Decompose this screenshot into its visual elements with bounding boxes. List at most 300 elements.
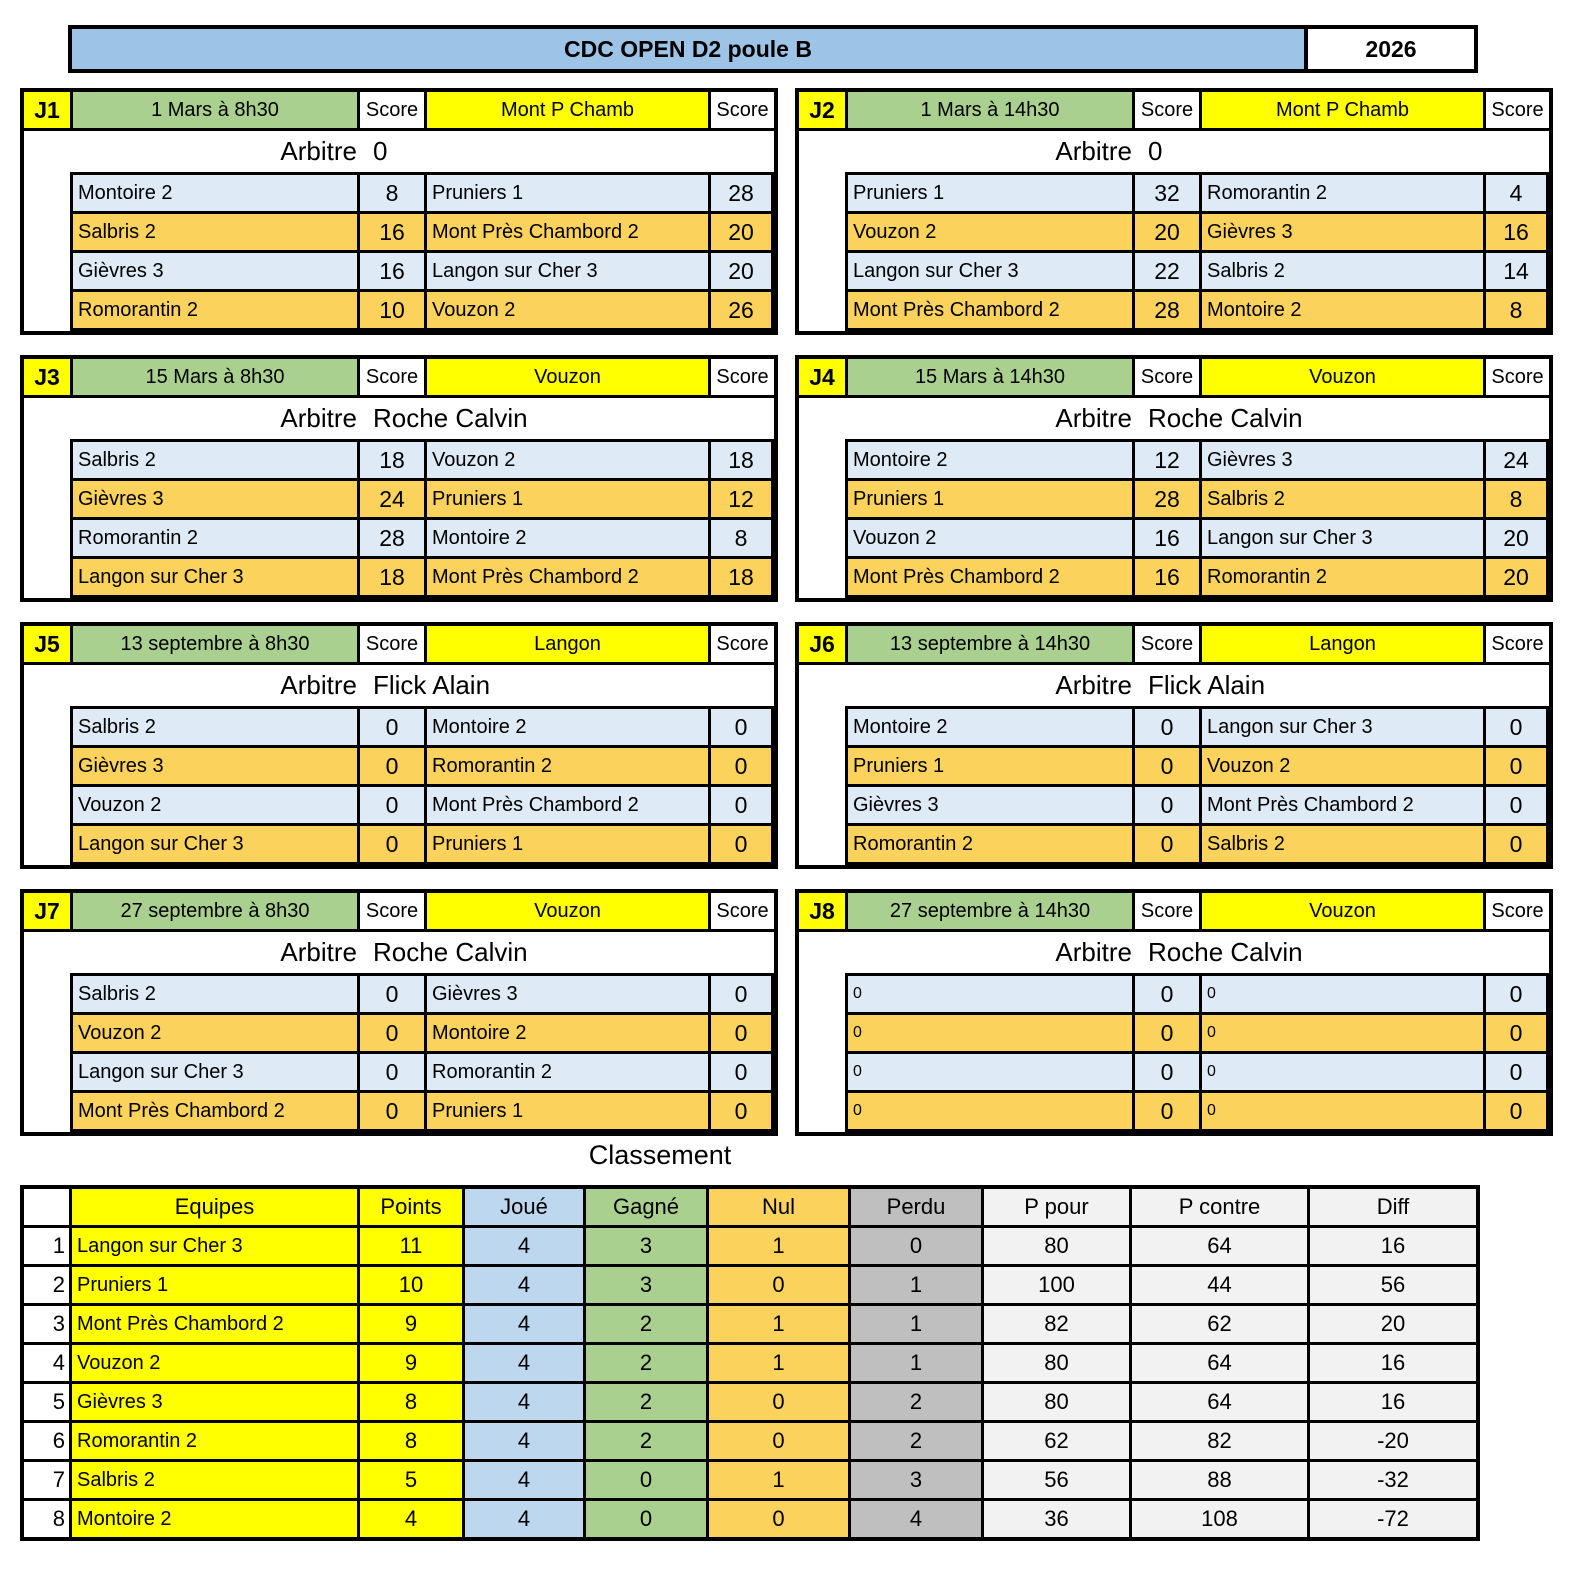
arbitre-label: Arbitre: [280, 403, 357, 433]
team-cell[interactable]: Salbris 2: [73, 442, 357, 478]
score-header: Score: [1135, 359, 1199, 395]
score-cell[interactable]: 14: [1486, 253, 1546, 289]
score-header: Score: [1486, 893, 1549, 929]
score-cell[interactable]: 28: [1135, 481, 1199, 517]
matchday-label: J3: [24, 359, 70, 395]
score-cell[interactable]: 0: [360, 1054, 424, 1090]
team-cell[interactable]: 0: [848, 1054, 1132, 1090]
arbitre-row: [799, 398, 1549, 439]
venue-cell[interactable]: Vouzon: [1202, 359, 1483, 395]
p-pour-cell: 80: [984, 1228, 1129, 1264]
venue-cell[interactable]: Langon: [1202, 626, 1483, 662]
matchday-header: [24, 626, 774, 662]
team-cell[interactable]: Pruniers 1: [427, 481, 708, 517]
score-cell[interactable]: 18: [360, 559, 424, 595]
rank-cell: 7: [24, 1462, 69, 1498]
matchday-header: [24, 893, 774, 929]
team-cell[interactable]: Montoire 2: [1202, 292, 1483, 328]
team-cell[interactable]: Vouzon 2: [73, 787, 357, 823]
matchday-datetime[interactable]: 1 Mars à 8h30: [73, 92, 357, 128]
team-cell[interactable]: Pruniers 1: [848, 748, 1132, 784]
score-cell[interactable]: 0: [1486, 826, 1546, 862]
p-pour-cell: 100: [984, 1267, 1129, 1303]
matchday-block-j7: [20, 889, 778, 1136]
diff-cell: 16: [1310, 1228, 1476, 1264]
joue-cell: 4: [465, 1423, 583, 1459]
score-cell[interactable]: 0: [711, 976, 771, 1012]
points-cell: 4: [360, 1501, 462, 1537]
score-cell[interactable]: 12: [711, 481, 771, 517]
team-cell[interactable]: 0: [1202, 976, 1483, 1012]
team-cell[interactable]: Langon sur Cher 3: [73, 826, 357, 862]
score-header: Score: [711, 92, 774, 128]
score-cell[interactable]: 0: [1486, 748, 1546, 784]
nul-cell: 1: [709, 1228, 848, 1264]
matchday-body: [24, 665, 774, 865]
points-cell: 5: [360, 1462, 462, 1498]
score-cell[interactable]: 0: [1135, 976, 1199, 1012]
points-cell: 9: [360, 1345, 462, 1381]
rank-cell: 1: [24, 1228, 69, 1264]
team-cell[interactable]: Mont Près Chambord 2: [73, 1093, 357, 1129]
perdu-cell: 1: [851, 1306, 981, 1342]
joue-cell: 4: [465, 1267, 583, 1303]
venue-cell[interactable]: Vouzon: [1202, 893, 1483, 929]
p-pour-cell: 82: [984, 1306, 1129, 1342]
arbitre-name[interactable]: Roche Calvin: [373, 403, 528, 433]
matchday-header: [799, 626, 1549, 662]
score-cell[interactable]: 0: [360, 787, 424, 823]
score-cell[interactable]: 0: [360, 976, 424, 1012]
diff-cell: 16: [1310, 1345, 1476, 1381]
team-cell[interactable]: Gièvres 3: [73, 748, 357, 784]
matchday-label: J4: [799, 359, 845, 395]
team-cell[interactable]: Gièvres 3: [73, 481, 357, 517]
team-cell[interactable]: Langon sur Cher 3: [848, 253, 1132, 289]
arbitre-name[interactable]: 0: [1148, 136, 1163, 166]
matchday-body: [799, 665, 1549, 865]
score-header: Score: [360, 92, 424, 128]
team-cell[interactable]: Montoire 2: [427, 1015, 708, 1051]
p-contre-cell: 62: [1132, 1306, 1307, 1342]
matchday-body: [24, 932, 774, 1132]
score-header: Score: [711, 359, 774, 395]
score-cell[interactable]: 0: [1135, 787, 1199, 823]
matchday-block-j4: [795, 355, 1553, 602]
score-cell[interactable]: 18: [711, 559, 771, 595]
classement-table: [20, 1185, 1480, 1541]
arbitre-name[interactable]: 0: [373, 136, 388, 166]
score-cell[interactable]: 8: [711, 520, 771, 556]
diff-cell: -72: [1310, 1501, 1476, 1537]
team-cell[interactable]: Mont Près Chambord 2: [427, 214, 708, 250]
score-cell[interactable]: 8: [1486, 481, 1546, 517]
score-cell[interactable]: 20: [711, 253, 771, 289]
score-cell[interactable]: 0: [1135, 1054, 1199, 1090]
arbitre-name[interactable]: Flick Alain: [373, 670, 491, 700]
matchday-label: J7: [24, 893, 70, 929]
matchday-header: [799, 359, 1549, 395]
team-cell[interactable]: 0: [848, 976, 1132, 1012]
team-cell[interactable]: Romorantin 2: [73, 520, 357, 556]
matchday-body: [799, 932, 1549, 1132]
matchday-body: [799, 398, 1549, 598]
score-cell[interactable]: 0: [360, 748, 424, 784]
team-name-cell: Langon sur Cher 3: [72, 1228, 357, 1264]
year-cell[interactable]: 2026: [1308, 29, 1474, 69]
arbitre-label: Arbitre: [1055, 670, 1132, 700]
gagne-cell: 3: [586, 1267, 706, 1303]
score-cell[interactable]: 0: [1486, 1093, 1546, 1129]
team-cell[interactable]: Gièvres 3: [427, 976, 708, 1012]
team-cell[interactable]: Romorantin 2: [73, 292, 357, 328]
matchday-label: J8: [799, 893, 845, 929]
team-cell[interactable]: Montoire 2: [848, 442, 1132, 478]
matchday-body: [24, 131, 774, 331]
matches-table: [70, 973, 774, 1132]
p-pour-cell: 80: [984, 1345, 1129, 1381]
team-cell[interactable]: Vouzon 2: [1202, 748, 1483, 784]
venue-cell[interactable]: Vouzon: [427, 359, 708, 395]
matchday-header: [24, 92, 774, 128]
score-cell[interactable]: 0: [1486, 1015, 1546, 1051]
score-header: Score: [1486, 626, 1549, 662]
score-cell[interactable]: 28: [1135, 292, 1199, 328]
p-contre-cell: 88: [1132, 1462, 1307, 1498]
points-cell: 10: [360, 1267, 462, 1303]
matchday-body: [799, 131, 1549, 331]
team-cell[interactable]: Mont Près Chambord 2: [1202, 787, 1483, 823]
gagne-cell: 0: [586, 1501, 706, 1537]
score-cell[interactable]: 0: [711, 748, 771, 784]
score-cell[interactable]: 32: [1135, 175, 1199, 211]
team-cell[interactable]: 0: [1202, 1054, 1483, 1090]
score-cell[interactable]: 24: [360, 481, 424, 517]
team-cell[interactable]: Salbris 2: [73, 976, 357, 1012]
arbitre-label: Arbitre: [280, 136, 357, 166]
col-header-gagne: Gagné: [586, 1189, 706, 1225]
team-cell[interactable]: Gièvres 3: [1202, 214, 1483, 250]
perdu-cell: 3: [851, 1462, 981, 1498]
arbitre-row: [24, 131, 774, 172]
matchday-label: J5: [24, 626, 70, 662]
team-cell[interactable]: Montoire 2: [427, 709, 708, 745]
team-cell[interactable]: Romorantin 2: [427, 1054, 708, 1090]
nul-cell: 1: [709, 1462, 848, 1498]
score-cell[interactable]: 0: [1135, 748, 1199, 784]
team-name-cell: Gièvres 3: [72, 1384, 357, 1420]
team-cell[interactable]: Langon sur Cher 3: [427, 253, 708, 289]
joue-cell: 4: [465, 1306, 583, 1342]
nul-cell: 0: [709, 1423, 848, 1459]
arbitre-label: Arbitre: [1055, 403, 1132, 433]
team-cell[interactable]: 0: [848, 1093, 1132, 1129]
p-contre-cell: 108: [1132, 1501, 1307, 1537]
score-cell[interactable]: 0: [711, 787, 771, 823]
p-pour-cell: 62: [984, 1423, 1129, 1459]
points-cell: 9: [360, 1306, 462, 1342]
matchday-datetime[interactable]: 13 septembre à 8h30: [73, 626, 357, 662]
score-cell[interactable]: 16: [360, 253, 424, 289]
score-header: Score: [711, 626, 774, 662]
team-cell[interactable]: Pruniers 1: [848, 175, 1132, 211]
score-header: Score: [1486, 92, 1549, 128]
p-contre-cell: 64: [1132, 1228, 1307, 1264]
team-cell[interactable]: 0: [848, 1015, 1132, 1051]
matchday-label: J2: [799, 92, 845, 128]
gagne-cell: 3: [586, 1228, 706, 1264]
team-cell[interactable]: Romorantin 2: [1202, 559, 1483, 595]
score-cell[interactable]: 18: [711, 442, 771, 478]
score-cell[interactable]: 4: [1486, 175, 1546, 211]
team-cell[interactable]: Pruniers 1: [427, 175, 708, 211]
arbitre-name[interactable]: Flick Alain: [1148, 670, 1266, 700]
team-cell[interactable]: Salbris 2: [1202, 481, 1483, 517]
team-cell[interactable]: Mont Près Chambord 2: [427, 559, 708, 595]
score-cell[interactable]: 16: [1135, 559, 1199, 595]
score-header: Score: [1135, 92, 1199, 128]
team-cell[interactable]: Pruniers 1: [848, 481, 1132, 517]
diff-cell: 20: [1310, 1306, 1476, 1342]
score-header: Score: [1486, 359, 1549, 395]
matches-table: [70, 439, 774, 598]
score-cell[interactable]: 16: [1486, 214, 1546, 250]
rank-cell: 8: [24, 1501, 69, 1537]
matches-table: [70, 172, 774, 331]
diff-cell: 56: [1310, 1267, 1476, 1303]
arbitre-row: [24, 932, 774, 973]
p-contre-cell: 82: [1132, 1423, 1307, 1459]
matchday-datetime[interactable]: 15 Mars à 14h30: [848, 359, 1132, 395]
score-cell[interactable]: 0: [711, 1015, 771, 1051]
matches-table: [845, 172, 1549, 331]
nul-cell: 0: [709, 1384, 848, 1420]
rank-header: [24, 1189, 69, 1225]
team-cell[interactable]: Mont Près Chambord 2: [848, 292, 1132, 328]
arbitre-row: [24, 665, 774, 706]
team-cell[interactable]: Vouzon 2: [73, 1015, 357, 1051]
arbitre-row: [799, 932, 1549, 973]
team-cell[interactable]: Romorantin 2: [427, 748, 708, 784]
team-cell[interactable]: Vouzon 2: [427, 442, 708, 478]
score-header: Score: [1135, 893, 1199, 929]
col-header-equipes: Equipes: [72, 1189, 357, 1225]
points-cell: 8: [360, 1423, 462, 1459]
score-cell[interactable]: 8: [360, 175, 424, 211]
matchday-body: [24, 398, 774, 598]
venue-cell[interactable]: Mont P Chamb: [1202, 92, 1483, 128]
team-cell[interactable]: Romorantin 2: [1202, 175, 1483, 211]
score-cell[interactable]: 0: [1135, 1015, 1199, 1051]
score-cell[interactable]: 0: [360, 709, 424, 745]
gagne-cell: 2: [586, 1423, 706, 1459]
page-title: CDC OPEN D2 poule B: [72, 29, 1304, 69]
score-cell[interactable]: 0: [711, 1054, 771, 1090]
matchday-header: [799, 92, 1549, 128]
matches-table: [845, 706, 1549, 865]
rank-cell: 6: [24, 1423, 69, 1459]
score-cell[interactable]: 18: [360, 442, 424, 478]
col-header-p-pour: P pour: [984, 1189, 1129, 1225]
p-pour-cell: 80: [984, 1384, 1129, 1420]
score-cell[interactable]: 0: [711, 1093, 771, 1129]
joue-cell: 4: [465, 1384, 583, 1420]
score-cell[interactable]: 0: [711, 709, 771, 745]
score-cell[interactable]: 20: [1486, 559, 1546, 595]
team-cell[interactable]: Salbris 2: [73, 214, 357, 250]
venue-cell[interactable]: Mont P Chamb: [427, 92, 708, 128]
arbitre-label: Arbitre: [1055, 937, 1132, 967]
arbitre-name[interactable]: Roche Calvin: [1148, 403, 1303, 433]
points-cell: 11: [360, 1228, 462, 1264]
p-pour-cell: 56: [984, 1462, 1129, 1498]
matches-table: [70, 706, 774, 865]
p-contre-cell: 64: [1132, 1345, 1307, 1381]
matchday-datetime[interactable]: 1 Mars à 14h30: [848, 92, 1132, 128]
perdu-cell: 2: [851, 1384, 981, 1420]
classement-title: Classement: [588, 1140, 732, 1170]
matchday-datetime[interactable]: 13 septembre à 14h30: [848, 626, 1132, 662]
team-name-cell: Montoire 2: [72, 1501, 357, 1537]
score-cell[interactable]: 24: [1486, 442, 1546, 478]
team-cell[interactable]: Langon sur Cher 3: [73, 1054, 357, 1090]
team-cell[interactable]: Vouzon 2: [848, 214, 1132, 250]
gagne-cell: 2: [586, 1384, 706, 1420]
team-cell[interactable]: Vouzon 2: [848, 520, 1132, 556]
nul-cell: 0: [709, 1501, 848, 1537]
arbitre-row: [799, 131, 1549, 172]
score-cell[interactable]: 20: [1135, 214, 1199, 250]
matchday-datetime[interactable]: 27 septembre à 14h30: [848, 893, 1132, 929]
score-cell[interactable]: 12: [1135, 442, 1199, 478]
col-header-perdu: Perdu: [851, 1189, 981, 1225]
score-cell[interactable]: 0: [1486, 976, 1546, 1012]
score-cell[interactable]: 0: [360, 1015, 424, 1051]
col-header-diff: Diff: [1310, 1189, 1476, 1225]
team-cell[interactable]: 0: [1202, 1015, 1483, 1051]
score-cell[interactable]: 16: [1135, 520, 1199, 556]
score-cell[interactable]: 28: [360, 520, 424, 556]
team-cell[interactable]: 0: [1202, 1093, 1483, 1129]
nul-cell: 1: [709, 1306, 848, 1342]
team-cell[interactable]: Mont Près Chambord 2: [427, 787, 708, 823]
diff-cell: -32: [1310, 1462, 1476, 1498]
matchday-block-j6: [795, 622, 1553, 869]
score-header: Score: [360, 359, 424, 395]
nul-cell: 1: [709, 1345, 848, 1381]
rank-cell: 4: [24, 1345, 69, 1381]
score-cell[interactable]: 0: [1135, 709, 1199, 745]
perdu-cell: 1: [851, 1345, 981, 1381]
team-name-cell: Romorantin 2: [72, 1423, 357, 1459]
team-cell[interactable]: Langon sur Cher 3: [1202, 520, 1483, 556]
matches-table: [845, 439, 1549, 598]
matchday-header: [24, 359, 774, 395]
p-pour-cell: 36: [984, 1501, 1129, 1537]
score-cell[interactable]: 0: [1486, 1054, 1546, 1090]
score-cell[interactable]: 28: [711, 175, 771, 211]
team-cell[interactable]: Mont Près Chambord 2: [848, 559, 1132, 595]
score-cell[interactable]: 20: [711, 214, 771, 250]
team-name-cell: Salbris 2: [72, 1462, 357, 1498]
matchday-block-j3: [20, 355, 778, 602]
arbitre-name[interactable]: Roche Calvin: [1148, 937, 1303, 967]
score-cell[interactable]: 0: [1486, 787, 1546, 823]
joue-cell: 4: [465, 1501, 583, 1537]
score-header: Score: [360, 893, 424, 929]
venue-cell[interactable]: Langon: [427, 626, 708, 662]
matchday-block-j1: [20, 88, 778, 335]
score-cell[interactable]: 8: [1486, 292, 1546, 328]
arbitre-row: [799, 665, 1549, 706]
score-cell[interactable]: 0: [1135, 1093, 1199, 1129]
score-cell[interactable]: 0: [360, 1093, 424, 1129]
matchday-datetime[interactable]: 15 Mars à 8h30: [73, 359, 357, 395]
team-cell[interactable]: Gièvres 3: [848, 787, 1132, 823]
score-cell[interactable]: 16: [360, 214, 424, 250]
rank-cell: 5: [24, 1384, 69, 1420]
team-cell[interactable]: Montoire 2: [848, 709, 1132, 745]
score-header: Score: [360, 626, 424, 662]
p-contre-cell: 64: [1132, 1384, 1307, 1420]
team-cell[interactable]: Gièvres 3: [73, 253, 357, 289]
col-header-points: Points: [360, 1189, 462, 1225]
team-cell[interactable]: Langon sur Cher 3: [1202, 709, 1483, 745]
team-name-cell: Pruniers 1: [72, 1267, 357, 1303]
perdu-cell: 2: [851, 1423, 981, 1459]
team-cell[interactable]: Pruniers 1: [427, 1093, 708, 1129]
team-cell[interactable]: Romorantin 2: [848, 826, 1132, 862]
venue-cell[interactable]: Vouzon: [427, 893, 708, 929]
matchday-block-j2: [795, 88, 1553, 335]
score-cell[interactable]: 20: [1486, 520, 1546, 556]
team-cell[interactable]: Vouzon 2: [427, 292, 708, 328]
matchday-block-j8: [795, 889, 1553, 1136]
team-cell[interactable]: Montoire 2: [73, 175, 357, 211]
matchday-blocks-grid: [20, 88, 1553, 1136]
team-cell[interactable]: Montoire 2: [427, 520, 708, 556]
score-header: Score: [1135, 626, 1199, 662]
team-cell[interactable]: Langon sur Cher 3: [73, 559, 357, 595]
p-contre-cell: 44: [1132, 1267, 1307, 1303]
arbitre-name[interactable]: Roche Calvin: [373, 937, 528, 967]
col-header-nul: Nul: [709, 1189, 848, 1225]
arbitre-label: Arbitre: [280, 670, 357, 700]
score-cell[interactable]: 0: [360, 826, 424, 862]
perdu-cell: 1: [851, 1267, 981, 1303]
score-cell[interactable]: 10: [360, 292, 424, 328]
team-cell[interactable]: Salbris 2: [1202, 826, 1483, 862]
score-cell[interactable]: 22: [1135, 253, 1199, 289]
score-cell[interactable]: 26: [711, 292, 771, 328]
gagne-cell: 2: [586, 1345, 706, 1381]
points-cell: 8: [360, 1384, 462, 1420]
score-cell[interactable]: 0: [711, 826, 771, 862]
arbitre-label: Arbitre: [280, 937, 357, 967]
score-cell[interactable]: 0: [1135, 826, 1199, 862]
score-cell[interactable]: 0: [1486, 709, 1546, 745]
matchday-datetime[interactable]: 27 septembre à 8h30: [73, 893, 357, 929]
team-cell[interactable]: Salbris 2: [1202, 253, 1483, 289]
arbitre-row: [24, 398, 774, 439]
col-header-p-contre: P contre: [1132, 1189, 1307, 1225]
team-cell[interactable]: Pruniers 1: [427, 826, 708, 862]
perdu-cell: 4: [851, 1501, 981, 1537]
team-cell[interactable]: Gièvres 3: [1202, 442, 1483, 478]
score-header: Score: [711, 893, 774, 929]
team-cell[interactable]: Salbris 2: [73, 709, 357, 745]
nul-cell: 0: [709, 1267, 848, 1303]
